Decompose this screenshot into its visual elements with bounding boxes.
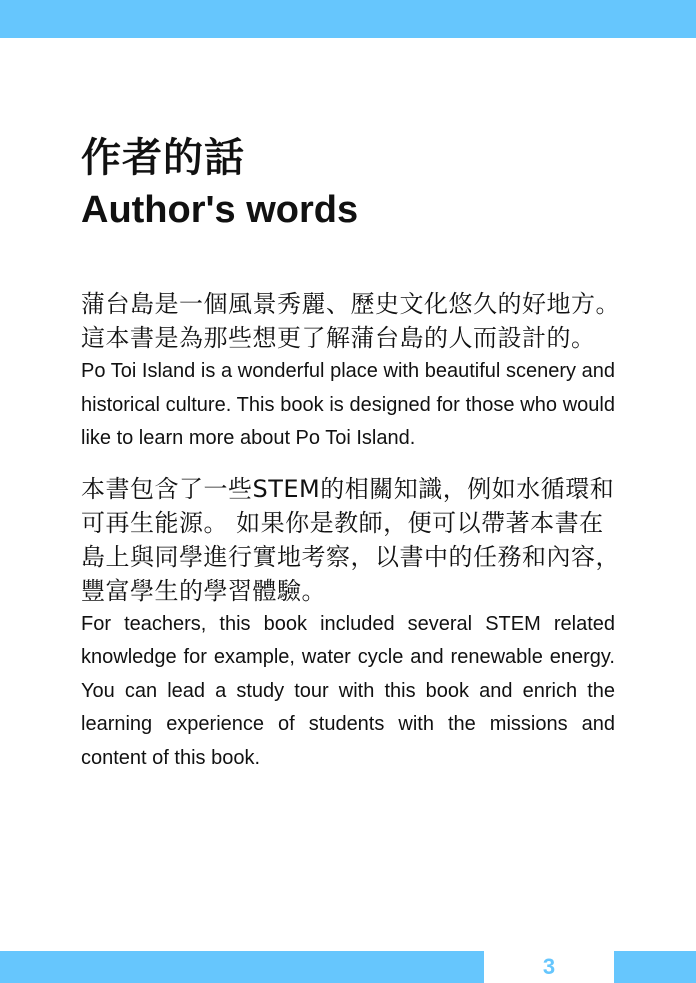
paragraph1-zh-line-2: 這本書是為那些想更了解蒲台島的人而設計的。: [81, 324, 596, 352]
paragraph1-zh-line-1: 蒲台島是一個風景秀麗、歷史文化悠久的好地方。: [81, 290, 620, 318]
title-block: [81, 132, 641, 236]
paragraph2-english: For teachers, this book included several STEM related knowledge for example, water cycle and renewable energy. You can lead a study tour with this book and enrich the learning experience of students with the missions and content of this book.: [81, 612, 615, 769]
paragraph1-english: Po Toi Island is a wonderful place with beautiful scenery and historical culture. This book is designed for those who would like to learn more about Po Toi Island.: [81, 360, 615, 449]
page-number: 3: [542, 954, 556, 979]
footer-band-left: [0, 951, 484, 983]
footer-band-right: [614, 951, 696, 983]
paragraph2-zh-line-1: 本書包含了一些STEM的相關知識，例如水循環和: [81, 474, 615, 503]
paragraph2-zh-line-2: 可再生能源。 如果你是教師，便可以帶著本書在: [81, 508, 604, 537]
page-title-english: Author's words: [81, 189, 359, 231]
body-text: [81, 287, 641, 775]
header-band: [0, 0, 696, 38]
paragraph-spacer: [81, 456, 641, 472]
page-title-chinese: 作者的話: [81, 135, 245, 181]
paragraph2-zh-line-4: 豐富學生的學習體驗。: [81, 576, 326, 605]
paragraph2-zh-line-3: 島上與同學進行實地考察，以書中的任務和內容，: [81, 542, 620, 571]
